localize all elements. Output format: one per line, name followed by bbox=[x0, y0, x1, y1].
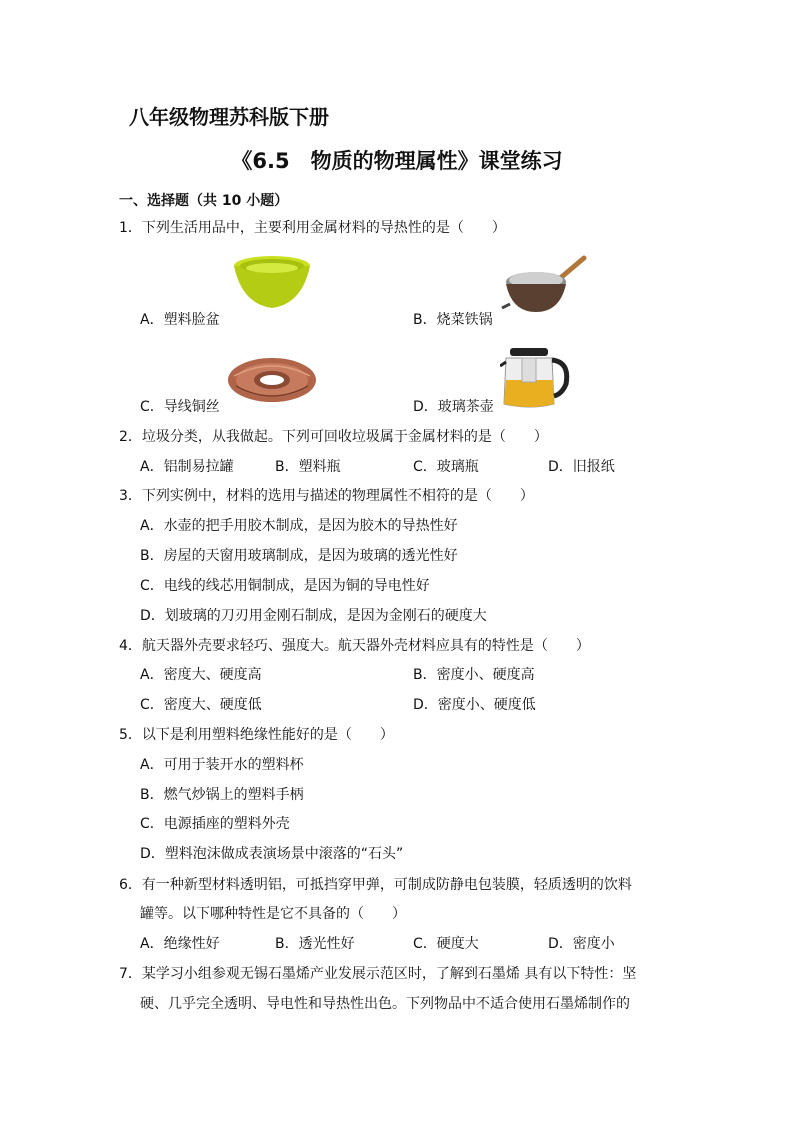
document-header: 八年级物理苏科版下册 bbox=[129, 105, 329, 129]
q5-stem: 5．以下是利用塑料绝缘性能好的是（ ） bbox=[119, 727, 394, 743]
q3-option-a: A．水壶的把手用胶木制成，是因为胶木的导热性好 bbox=[140, 518, 458, 534]
q5-option-c: C．电源插座的塑料外壳 bbox=[140, 816, 290, 832]
q6-option-a: A．绝缘性好 bbox=[140, 936, 220, 952]
q6-option-b: B．透光性好 bbox=[275, 936, 355, 952]
q4-option-c: C．密度大、硬度低 bbox=[140, 697, 262, 713]
q1-option-a: A．塑料脸盆 bbox=[140, 312, 220, 328]
q6-stem-line1: 6．有一种新型材料透明铝，可抵挡穿甲弹，可制成防静电包装膜，轻质透明的饮料 bbox=[119, 877, 632, 893]
document-title: 《6.5 物质的物理属性》课堂练习 bbox=[231, 149, 563, 173]
q1-option-d: D．玻璃茶壶 bbox=[413, 399, 494, 415]
q3-stem: 3．下列实例中，材料的选用与描述的物理属性不相符的是（ ） bbox=[119, 488, 534, 504]
glass-teapot-image bbox=[500, 344, 572, 410]
q2-stem: 2．垃圾分类，从我做起。下列可回收垃圾属于金属材料的是（ ） bbox=[119, 429, 548, 445]
q4-option-b: B．密度小、硬度高 bbox=[413, 667, 535, 683]
q1-stem: 1．下列生活用品中，主要利用金属材料的导热性的是（ ） bbox=[119, 220, 506, 236]
q2-option-c: C．玻璃瓶 bbox=[413, 459, 479, 475]
q5-option-b: B．燃气炒锅上的塑料手柄 bbox=[140, 787, 304, 803]
q2-option-a: A．铝制易拉罐 bbox=[140, 459, 234, 475]
q1-option-c: C．导线铜丝 bbox=[140, 399, 220, 415]
q3-option-c: C．电线的线芯用铜制成，是因为铜的导电性好 bbox=[140, 578, 430, 594]
q6-option-c: C．硬度大 bbox=[413, 936, 479, 952]
q5-option-a: A．可用于装开水的塑料杯 bbox=[140, 757, 304, 773]
wok-image bbox=[498, 254, 588, 320]
q3-option-d: D．划玻璃的刀刃用金刚石制成，是因为金刚石的硬度大 bbox=[140, 608, 487, 624]
q1-option-b: B．烧菜铁锅 bbox=[413, 312, 493, 328]
q2-option-b: B．塑料瓶 bbox=[275, 459, 341, 475]
q6-stem-line2: 罐等。以下哪种特性是它不具备的（ ） bbox=[140, 906, 406, 922]
copper-wire-coil-image bbox=[226, 352, 318, 408]
section-heading: 一、选择题（共 10 小题） bbox=[119, 193, 289, 209]
q4-option-d: D．密度小、硬度低 bbox=[413, 697, 536, 713]
plastic-basin-image bbox=[232, 254, 312, 314]
q3-option-b: B．房屋的天窗用玻璃制成，是因为玻璃的透光性好 bbox=[140, 548, 458, 564]
q4-option-a: A．密度大、硬度高 bbox=[140, 667, 262, 683]
q6-option-d: D．密度小 bbox=[548, 936, 615, 952]
q7-stem-line2: 硬、几乎完全透明、导电性和导热性出色。下列物品中不适合使用石墨烯制作的 bbox=[140, 996, 630, 1012]
q5-option-d: D．塑料泡沫做成表演场景中滚落的“石头” bbox=[140, 846, 404, 862]
q7-stem-line1: 7．某学习小组参观无锡石墨烯产业发展示范区时，了解到石墨烯 具有以下特性：坚 bbox=[119, 966, 637, 982]
q4-stem: 4．航天器外壳要求轻巧、强度大。航天器外壳材料应具有的特性是（ ） bbox=[119, 638, 590, 654]
q2-option-d: D．旧报纸 bbox=[548, 459, 615, 475]
